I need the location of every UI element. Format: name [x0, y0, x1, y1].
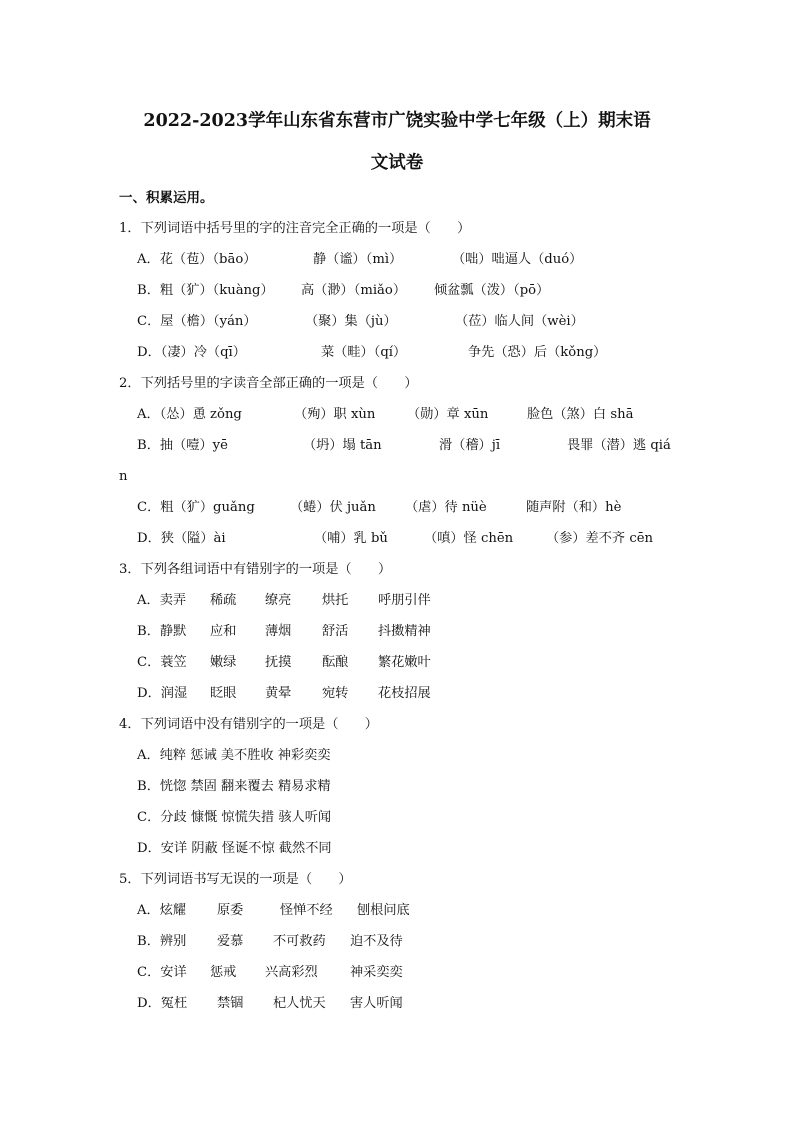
option-term: （蜷）伏 juǎn — [290, 500, 376, 515]
option-term: （坍）塌 tān — [303, 438, 382, 453]
option-term: B．恍惚 禁固 翻来覆去 精易求精 — [137, 779, 331, 794]
option-term: 抖擞精神 — [378, 624, 431, 639]
option-term: D．冤枉 — [137, 996, 188, 1011]
option-term: A．纯粹 惩诫 美不胜收 神彩奕奕 — [137, 748, 331, 763]
question-3-option-c[interactable] — [137, 647, 679, 678]
question-5-stem: 5．下列词语书写无误的一项是（ ） — [119, 872, 352, 887]
option-term: A．（怂）恿 zǒng — [137, 407, 242, 422]
option-term: 菜（畦）（qí） — [321, 345, 407, 360]
option-term: 眨眼 — [210, 686, 237, 701]
option-term: A．炫耀 — [137, 903, 187, 918]
question-2-option-a[interactable] — [137, 399, 679, 430]
option-term: 刨根问底 — [357, 903, 410, 918]
option-term: 繁花嫩叶 — [378, 655, 431, 670]
option-term: B．辨别 — [137, 934, 187, 949]
question-2-option-d[interactable] — [137, 523, 679, 554]
question-1-option-b[interactable] — [137, 275, 679, 306]
option-term: （聚）集（jù） — [305, 314, 397, 329]
option-term: 神采奕奕 — [350, 965, 403, 980]
option-term: 随声附（和）hè — [526, 500, 622, 515]
question-5-option-b[interactable] — [137, 926, 679, 957]
option-term: 争先（恐）后（kǒng） — [468, 345, 607, 360]
option-term: 静（谧）（mì） — [313, 252, 403, 267]
option-term: 杞人忧天 — [273, 996, 326, 1011]
question-1-stem: 1．下列词语中括号里的字的注音完全正确的一项是（ ） — [119, 221, 471, 236]
option-term: 原委 — [217, 903, 244, 918]
option-term: （莅）临人间（wèi） — [455, 314, 584, 329]
option-term: C．蓑笠 — [137, 655, 187, 670]
question-1-option-c[interactable] — [137, 306, 679, 337]
option-term: 滑（稽）jī — [439, 438, 501, 453]
option-term: （殉）职 xùn — [294, 407, 376, 422]
option-term: C．分歧 慷慨 惊慌失措 骇人听闻 — [137, 810, 332, 825]
option-term: 爱慕 — [217, 934, 244, 949]
option-term: 怪惮不经 — [280, 903, 333, 918]
option-term: （哺）乳 bǔ — [314, 531, 388, 546]
question-3-option-a[interactable] — [137, 585, 679, 616]
question-5-option-d[interactable] — [137, 988, 679, 1019]
question-1-option-a[interactable] — [137, 244, 679, 275]
option-term: （参）差不齐 cēn — [546, 531, 653, 546]
option-term: 缭亮 — [265, 593, 292, 608]
option-term: 花枝招展 — [378, 686, 431, 701]
option-term: D．安详 阴蔽 怪诞不惊 截然不同 — [137, 841, 332, 856]
option-term: 倾盆瓢（泼）（pō） — [434, 283, 550, 298]
option-term: C．屋（檐）（yán） — [137, 314, 257, 329]
option-term: B．粗（犷）（kuàng） — [137, 283, 274, 298]
option-term: B．抽（噎）yē — [137, 438, 228, 453]
option-term: C．粗（犷）guǎng — [137, 500, 255, 515]
option-term: 宛转 — [322, 686, 349, 701]
question-4-stem: 4．下列词语中没有错别字的一项是（ ） — [119, 717, 378, 732]
option-term: 薄烟 — [265, 624, 292, 639]
question-list — [119, 213, 679, 1019]
exam-title — [100, 100, 694, 184]
option-term: C．安详 — [137, 965, 187, 980]
section-heading: 一、积累运用。 — [119, 190, 214, 206]
exam-title-line2: 文试卷 — [370, 153, 424, 173]
question-3-stem: 3．下列各组词语中有错别字的一项是（ ） — [119, 562, 392, 577]
question-2-option-b-wrap: n — [119, 469, 128, 484]
option-term: 舒活 — [322, 624, 349, 639]
option-term: A．卖弄 — [137, 593, 187, 608]
question-3-option-b[interactable] — [137, 616, 679, 647]
option-term: D．润湿 — [137, 686, 188, 701]
option-term: （咄）咄逼人（duó） — [452, 252, 583, 267]
option-term: 兴高彩烈 — [265, 965, 318, 980]
option-term: 应和 — [210, 624, 237, 639]
option-term: 高（渺）（miǎo） — [301, 283, 407, 298]
option-term: B．静默 — [137, 624, 187, 639]
option-term: 抚摸 — [265, 655, 292, 670]
option-term: 酝酿 — [322, 655, 349, 670]
question-4-option-d[interactable] — [137, 833, 679, 864]
option-term: 呼朋引伴 — [378, 593, 431, 608]
option-term: 脸色（煞）白 shā — [527, 407, 634, 422]
option-term: 不可救药 — [273, 934, 326, 949]
option-term: D．狭（隘）ài — [137, 531, 226, 546]
option-term: D．（凄）冷（qī） — [137, 345, 246, 360]
question-4-option-b[interactable] — [137, 771, 679, 802]
option-term: （嗔）怪 chēn — [424, 531, 514, 546]
exam-title-line1: 2022-2023学年山东省东营市广饶实验中学七年级（上）期末语 — [143, 111, 651, 131]
question-4-option-c[interactable] — [137, 802, 679, 833]
option-term: 嫩绿 — [210, 655, 237, 670]
option-term: 烘托 — [322, 593, 349, 608]
question-2-option-b[interactable] — [137, 430, 679, 461]
question-4-option-a[interactable] — [137, 740, 679, 771]
option-term: 畏罪（潜）逃 qiá — [567, 438, 671, 453]
question-5-option-c[interactable] — [137, 957, 679, 988]
option-term: （虐）待 nüè — [405, 500, 487, 515]
option-term: 禁锢 — [217, 996, 244, 1011]
question-2-option-c[interactable] — [137, 492, 679, 523]
option-term: 迫不及待 — [350, 934, 403, 949]
question-5-option-a[interactable] — [137, 895, 679, 926]
option-term: 惩戒 — [210, 965, 237, 980]
option-term: 害人听闻 — [350, 996, 403, 1011]
option-term: A．花（苞）（bāo） — [137, 252, 257, 267]
question-1-option-d[interactable] — [137, 337, 679, 368]
option-term: （勋）章 xūn — [407, 407, 489, 422]
question-3-option-d[interactable] — [137, 678, 679, 709]
option-term: 稀疏 — [210, 593, 237, 608]
option-term: 黄晕 — [265, 686, 292, 701]
question-2-stem: 2．下列括号里的字读音全部正确的一项是（ ） — [119, 376, 418, 391]
